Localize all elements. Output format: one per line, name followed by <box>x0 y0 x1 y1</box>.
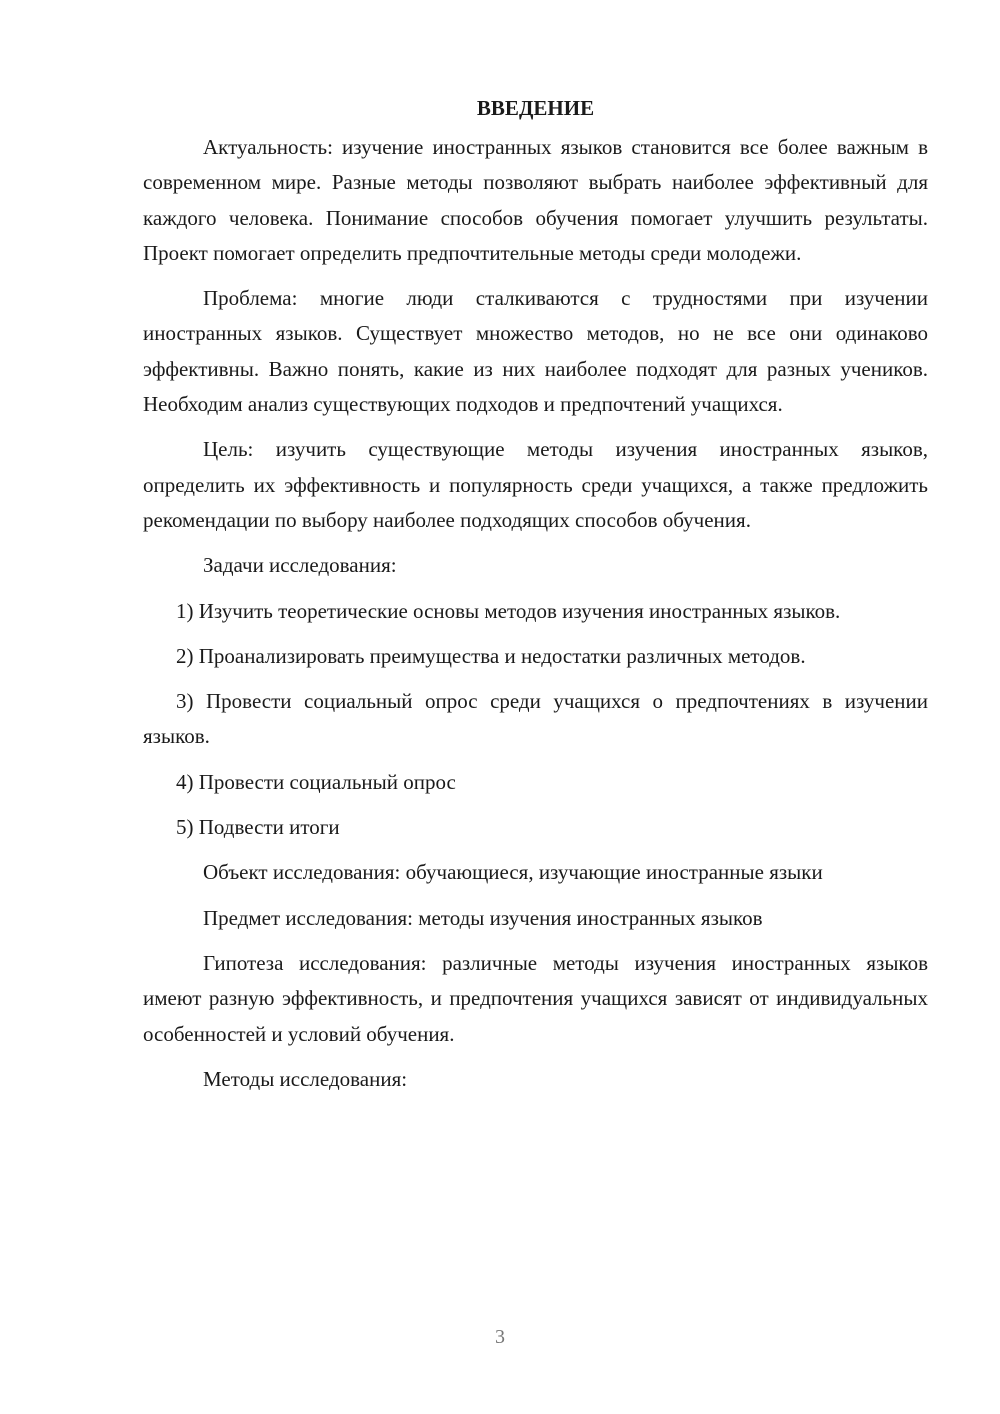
task-item-5: 5) Подвести итоги <box>176 815 340 840</box>
task-item-3: 3) Провести социальный опрос среди учащихся о предпочтениях в изучении языков. <box>143 689 928 749</box>
task-item-1: 1) Изучить теоретические основы методов изучения иностранных языков. <box>176 598 841 623</box>
subject-paragraph: Предмет исследования: методы изучения иностранных языков <box>203 905 763 930</box>
goal-paragraph: Цель: изучить существующие методы изучения иностранных языков, определить их эффективность и популярность среди учащихся, а также предложить рекомендации по выбору наиболее подходящих способов обучения. <box>143 437 928 532</box>
methods-label: Методы исследования: <box>203 1066 408 1091</box>
tasks-label: Задачи исследования: <box>203 553 397 578</box>
problem-paragraph: Проблема: многие люди сталкиваются с трудностями при изучении иностранных языков. Существует множество методов, но не все они одинаково эффективны. Важно понять, какие из них наиболее подходят для разных учеников. Необходим анализ существующих подходов и предпочтений учащихся. <box>143 286 928 417</box>
section-heading: ВВЕДЕНИЕ <box>476 96 595 120</box>
hypothesis-paragraph: Гипотеза исследования: различные методы изучения иностранных языков имеют разную эффективность, и предпочтения учащихся зависят от индивидуальных особенностей и условий обучения. <box>143 950 928 1046</box>
page-content <box>143 90 928 1107</box>
object-paragraph: Объект исследования: обучающиеся, изучающие иностранные языки <box>203 860 823 885</box>
task-item-4: 4) Провести социальный опрос <box>176 769 456 794</box>
relevance-paragraph: Актуальность: изучение иностранных языков становится все более важным в современном мире. Разные методы позволяют выбрать наиболее эффективный для каждого человека. Понимание способов обучения помогает улучшить результаты. Проект помогает определить предпочтительные методы среди молодежи. <box>143 135 928 265</box>
page-number: 3 <box>495 1326 505 1348</box>
task-item-2: 2) Проанализировать преимущества и недостатки различных методов. <box>176 643 806 668</box>
